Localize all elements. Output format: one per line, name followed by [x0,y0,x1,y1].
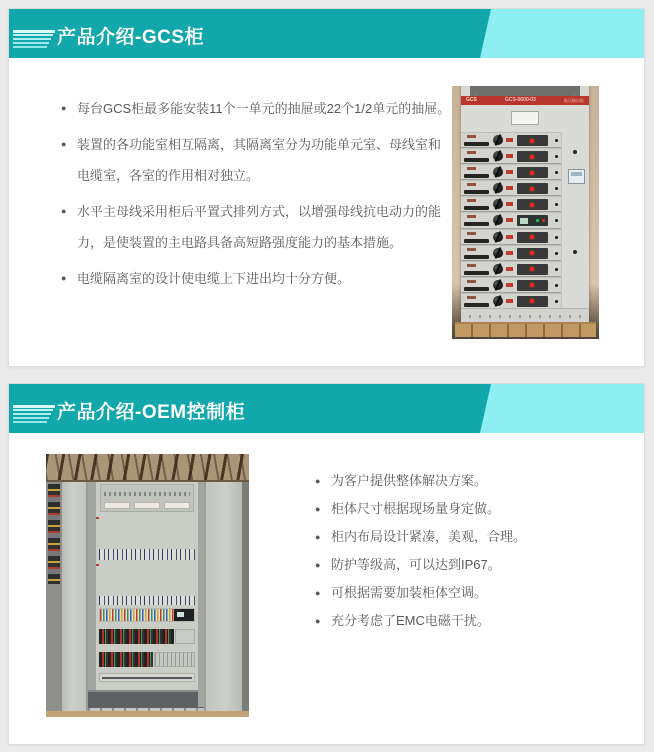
drawer-unit [461,293,562,309]
relay-row [99,652,153,667]
label-plate [104,502,130,509]
rotary-knob [493,215,503,225]
rotary-knob [493,248,503,258]
handle-bar [464,206,489,210]
indicator-led [530,299,534,303]
nameplate [511,111,539,125]
header-accent-shape [480,384,644,433]
gcs-cabinet-photo [452,86,599,339]
vent-hole [555,203,558,206]
bullet-item: ● 柜体尺寸根据现场量身定做。 [315,499,625,519]
din-rail [99,673,195,682]
drawer-unit [461,180,562,196]
red-tag [506,202,513,206]
vent-hole [555,284,558,287]
vent-hole [555,219,558,222]
unit-label [467,296,476,299]
bullet-item: ● 水平主母线采用柜后平置式排列方式，以增强母线抗电动力的能力，是使装置的主电路具备高短路强度能力的基本措施。 [61,196,451,258]
handle-bar [464,222,489,226]
unit-label [467,248,476,251]
section-gcs-cabinet [8,8,645,367]
indicator-led [530,235,534,239]
bullet-item: ● 可根据需要加装柜体空调。 [315,583,625,603]
drawer-unit [461,261,562,277]
unit-panel [517,232,548,243]
unit-label [467,215,476,218]
left-frame [88,482,96,707]
indicator-led [530,203,534,207]
cabinet-head-panel [461,105,589,133]
unit-label [467,199,476,202]
left-terminal-stack [48,484,60,584]
unit-label [467,135,476,138]
unit-label [467,280,476,283]
banner-right-text: 低压抽出柜 [563,98,584,103]
indicator-led [530,283,534,287]
bullet-item: ● 充分考虑了EMC电磁干扰。 [315,611,625,631]
drawer-unit [461,132,562,148]
red-tag [506,154,513,158]
label-plate [164,502,190,509]
unit-panel [517,248,548,259]
vent-hole [555,300,558,303]
red-tag [506,251,513,255]
cabinet-side-column [561,132,589,309]
handle-bar [464,271,489,275]
unit-panel [517,199,548,210]
indicator-led [530,251,534,255]
vfd-row [99,563,195,596]
unit-label [467,167,476,170]
vent-hole [555,155,558,158]
red-tag [506,283,513,287]
bullet-item: ● 为客户提供整体解决方案。 [315,471,625,491]
vent-hole [555,187,558,190]
unit-panel [517,183,548,194]
rotary-knob [493,183,503,193]
banner-model-text: GCS-0600-03 [504,97,536,103]
rotary-knob [493,167,503,177]
unit-label [467,232,476,235]
indicator-led [530,171,534,175]
unit-panel [517,280,548,291]
rotary-knob [493,264,503,274]
unit-label [467,264,476,267]
drawer-unit [461,277,562,293]
wooden-pallet [455,322,596,337]
stripes-icon [13,30,57,49]
drawer-unit [461,229,562,245]
stripes-icon [13,405,57,424]
unit-label [467,183,476,186]
rotary-knob [493,151,503,161]
handle-bar [464,158,489,162]
handle-bar [464,190,489,194]
cabinet-interior [96,482,198,706]
red-tag [506,299,513,303]
left-door [62,482,88,711]
rotary-knob [493,232,503,242]
cabinet-banner [461,96,589,105]
handle-bar [464,239,489,243]
panel-meter [568,169,585,184]
indicator-led [530,187,534,191]
drawer-unit-with-display [461,212,562,228]
unit-panel [517,167,548,178]
rotary-knob [493,199,503,209]
bullet-item: ● 电缆隔离室的设计使电缆上下进出均十分方便。 [61,263,451,294]
cabinet-top-panel [470,86,580,96]
wiring-band [99,549,195,560]
section-title: 产品介绍-OEM控制柜 [57,402,246,423]
screw-dot [573,250,577,254]
unit-panel [517,135,548,146]
section-header-gcs [9,9,644,58]
drawer-unit [461,245,562,261]
relay-row [99,629,174,644]
vent-hole [555,268,558,271]
unit-display-panel [517,215,548,226]
handle-bar [464,174,489,178]
red-tag [506,170,513,174]
section-header-oem [9,384,644,433]
indicator-led [530,267,534,271]
bullet-list-gcs [61,93,451,299]
banner-left-text: GCS [466,97,477,103]
drawer-unit [461,164,562,180]
red-tag [506,138,513,142]
vfd-row [99,516,195,549]
plc-module [174,609,194,621]
indicator-led [530,155,534,159]
silver-module [175,629,195,644]
header-accent-shape [480,9,644,58]
ceiling-trusses [46,454,249,482]
handle-bar [464,303,489,307]
bullet-item: ● 装置的各功能室相互隔离，其隔离室分为功能单元室、母线室和电缆室，各室的作用相对独立。 [61,129,451,191]
right-edge [242,482,249,717]
red-tag [506,218,513,222]
vent-hole [555,252,558,255]
drawer-unit [461,148,562,164]
label-plate [134,502,160,509]
oem-cabinet-photo [46,454,249,717]
drawer-unit [461,196,562,212]
bullet-list-oem [315,471,625,639]
unit-label [467,151,476,154]
perforated-duct [154,652,195,667]
rotary-knob [493,280,503,290]
red-tag [506,186,513,190]
unit-panel [517,151,548,162]
gcs-cabinet [461,86,589,324]
vent-hole [555,171,558,174]
rotary-knob [493,135,503,145]
vent-perforation [104,492,190,496]
bullet-item: ● 每台GCS柜最多能安装11个一单元的抽屉或22个1/2单元的抽屉。 [61,93,451,124]
vent-hole [555,236,558,239]
rotary-knob [493,296,503,306]
handle-bar [464,255,489,259]
handle-bar [464,287,489,291]
handle-bar [464,142,489,146]
drawer-column [461,132,562,309]
indicator-led [530,139,534,143]
red-tag [506,267,513,271]
bullet-item: ● 防护等级高，可以达到IP67。 [315,555,625,575]
cable-duct [88,690,206,708]
section-oem-cabinet [8,383,645,745]
bullet-item: ● 柜内布局设计紧凑，美观，合理。 [315,527,625,547]
unit-panel [517,296,548,307]
unit-panel [517,264,548,275]
right-door [204,482,242,711]
screw-dot [573,150,577,154]
wooden-floor [46,711,249,717]
section-title: 产品介绍-GCS柜 [57,27,205,48]
vent-hole [555,139,558,142]
red-tag [506,235,513,239]
wiring-band [99,596,195,605]
